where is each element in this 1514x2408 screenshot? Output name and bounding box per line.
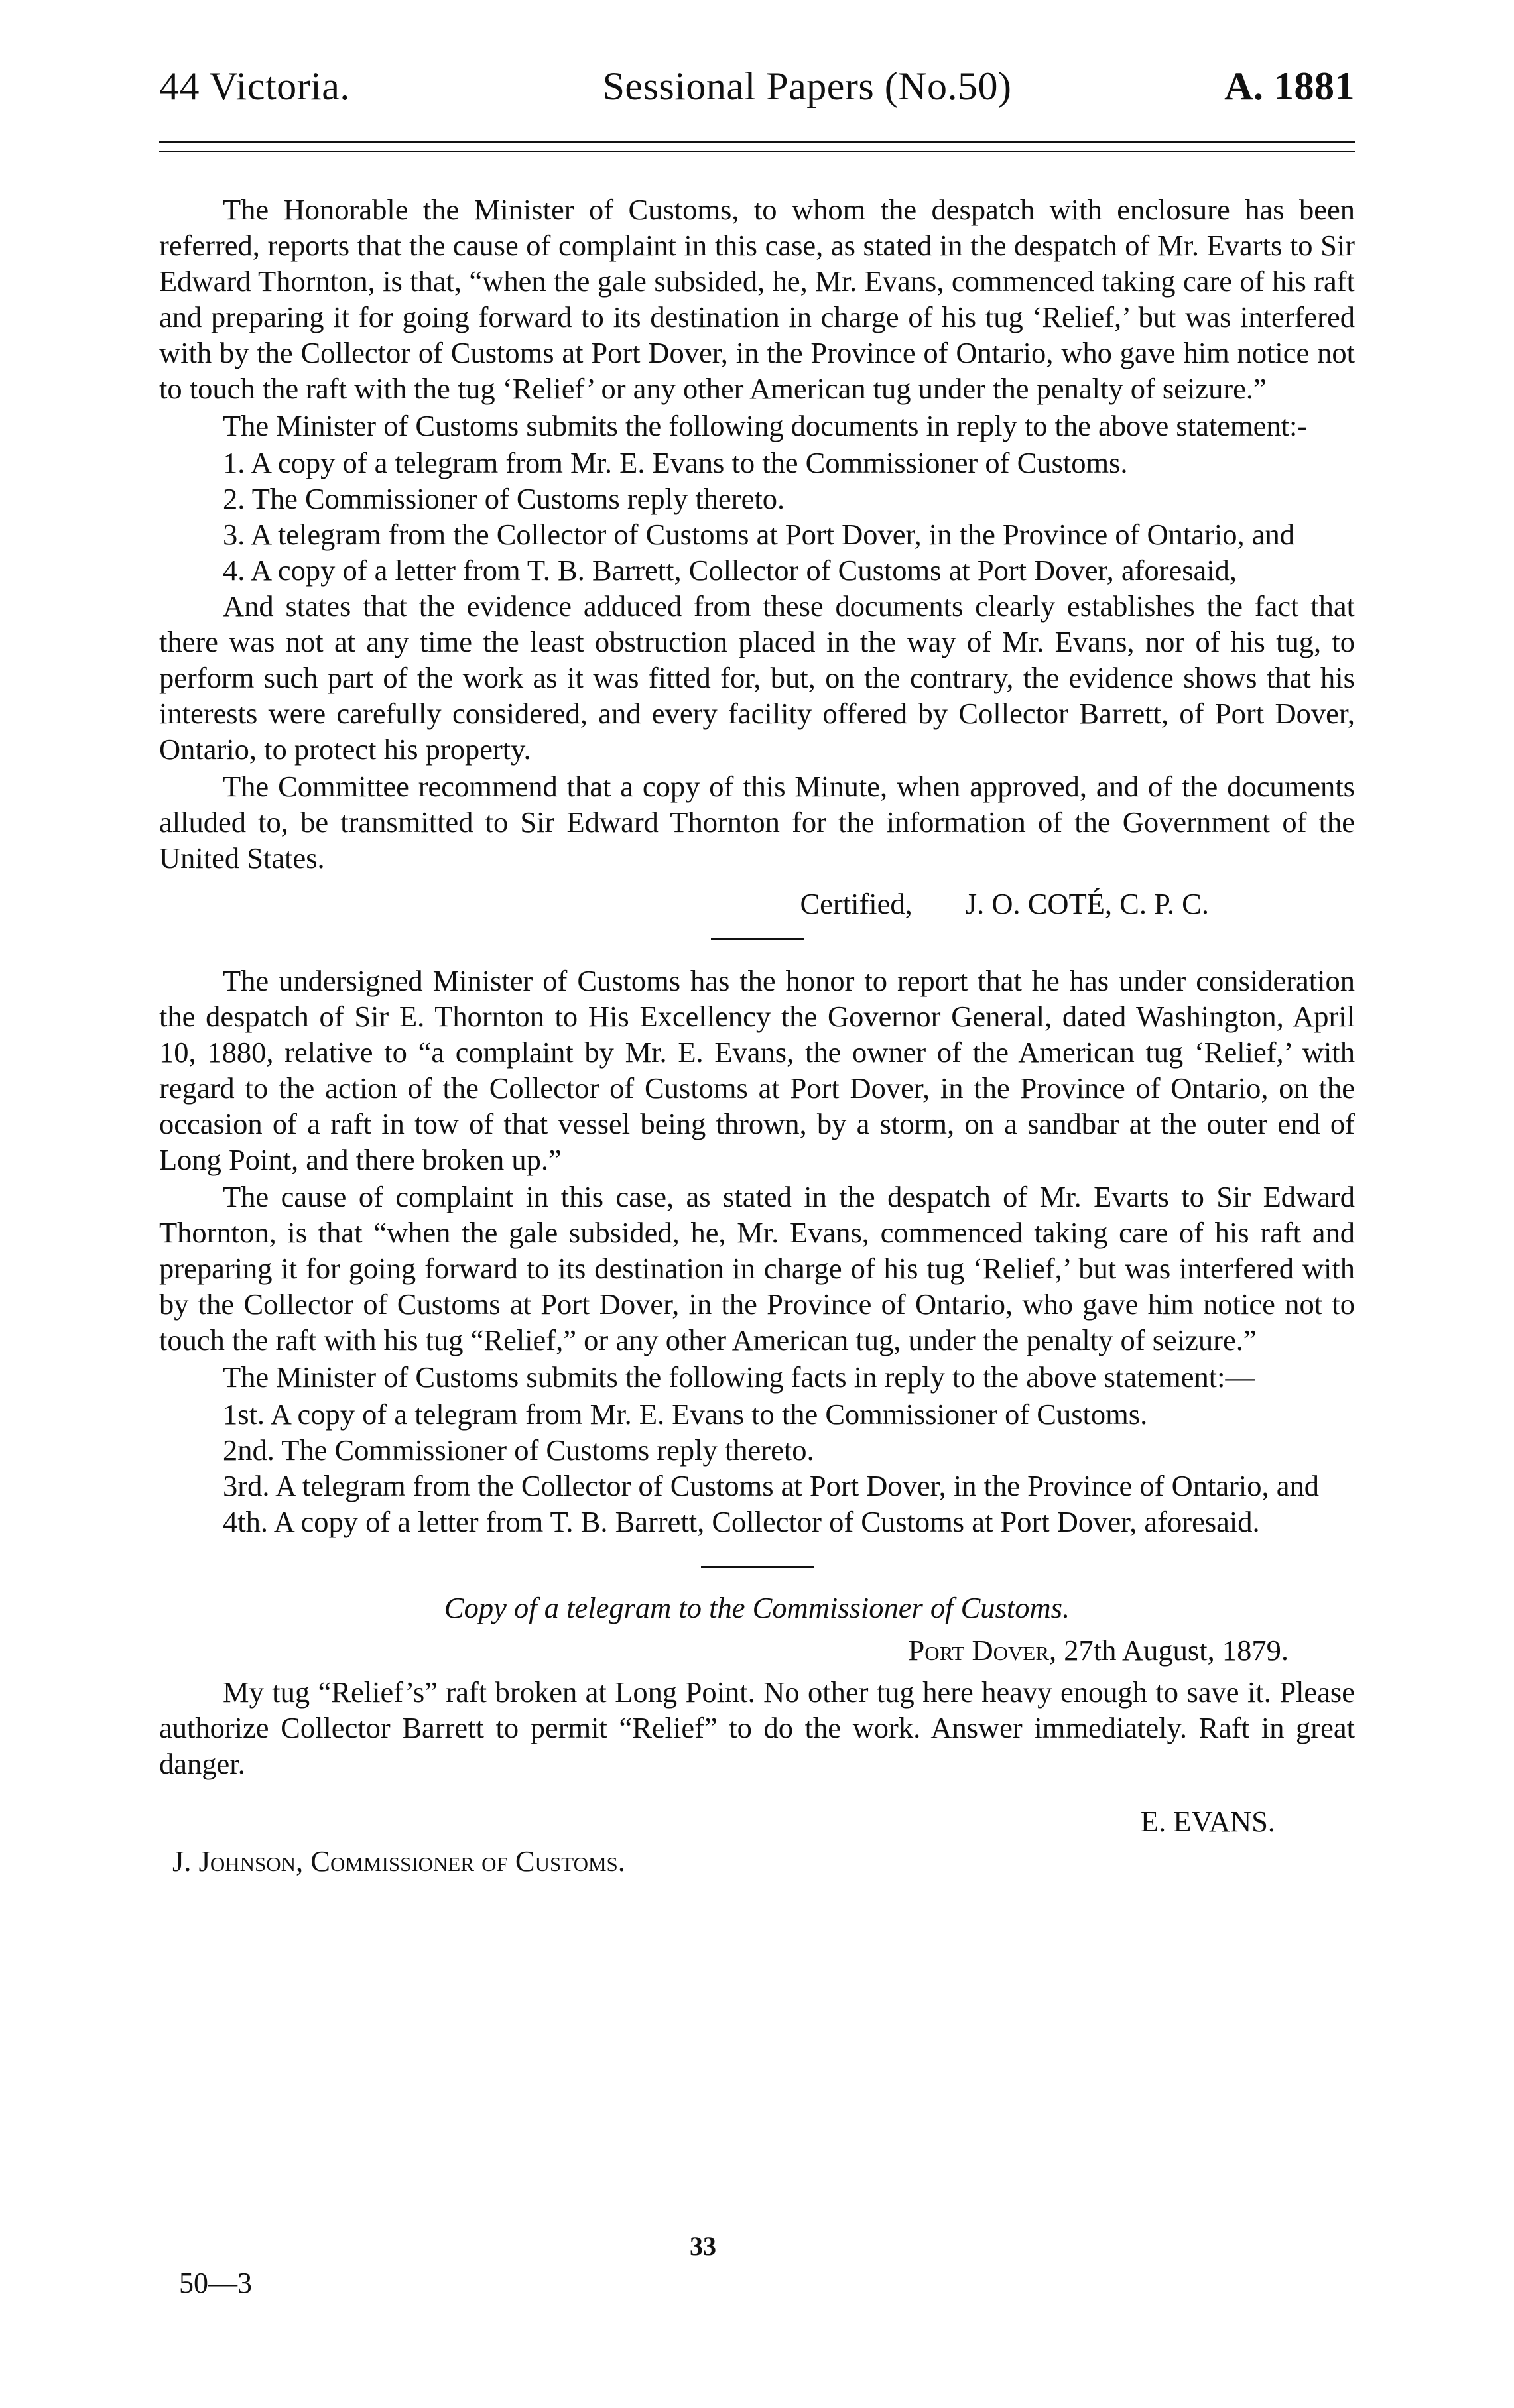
telegram-place: Port Dover,	[908, 1634, 1057, 1667]
paragraph: The Committee recommend that a copy of this Minute, when approved, and of the documents alluded to, be transmitted to Sir Edward Thornton for the information of the Government of the United States.	[159, 770, 1355, 874]
telegram-dateline	[159, 1630, 1355, 1670]
telegram-heading: Copy of a telegram to the Commissioner of Customs.	[444, 1591, 1070, 1624]
list-item: 2nd. The Commissioner of Customs reply thereto.	[223, 1433, 814, 1467]
telegram-body: My tug “Relief’s” raft broken at Long Point. No other tug here heavy enough to save it. Please authorize Collector Barrett to permit “Relief” to do the work. Answer immediately. Raft in great danger.	[159, 1675, 1355, 1780]
paragraph: The undersigned Minister of Customs has the honor to report that he has under consideration the despatch of Sir E. Thornton to His Excellency the Governor General, dated Washington, April 10, 1880, relative to “a complaint by Mr. E. Evans, the owner of the American tug ‘Relief,’ with regard to the action of the Collector of Customs at Port Dover, in the Province of Ontario, on the occasion of a raft in tow of that vessel being thrown, by a storm, on a sandbar at the outer end of Long Point, and there broken up.”	[159, 964, 1355, 1176]
header-title: Sessional Papers (No.50)	[602, 64, 1012, 108]
paragraph: And states that the evidence adduced from these documents clearly establishes the fact that there was not at any time the least obstruction placed in the way of Mr. Evans, nor of his tug, to perform such part of the work as it was fitted for, but, on the contrary, the evidence shows that his interests were carefully considered, and every facility offered by Collector Barrett, of Port Dover, Ontario, to protect his property.	[159, 589, 1355, 766]
certified-label: Certified,	[800, 887, 913, 920]
undersigned-report-section	[159, 963, 1355, 1539]
telegram-section	[159, 1588, 1355, 1881]
list-item: 3. A telegram from the Collector of Customs at Port Dover, in the Province of Ontario, and	[223, 518, 1294, 551]
page-number: 33	[690, 2231, 716, 2261]
running-header	[159, 64, 1355, 137]
list-item: 4th. A copy of a letter from T. B. Barrett, Collector of Customs at Port Dover, aforesaid.	[223, 1505, 1260, 1538]
header-rule	[159, 141, 1355, 152]
certification	[159, 884, 1355, 924]
header-year: A. 1881	[1224, 64, 1355, 108]
list-item: 1. A copy of a telegram from Mr. E. Evans to the Commissioner of Customs.	[223, 446, 1128, 479]
list-item: 2. The Commissioner of Customs reply thereto.	[223, 482, 785, 515]
paragraph: The cause of complaint in this case, as stated in the despatch of Mr. Evarts to Sir Edward Thornton, is that “when the gale subsided, he, Mr. Evans, commenced taking care of his raft and preparing it for going forward to its destination in charge of his tug ‘Relief,’ but was interfered with by the Collector of Customs at Port Dover, in the Province of Ontario, who gave him notice not to touch the raft with his tug “Relief,” or any other American tug, under the penalty of seizure.”	[159, 1180, 1355, 1356]
header-volume: 44 Victoria.	[159, 64, 350, 108]
list-item: 4. A copy of a letter from T. B. Barrett, Collector of Customs at Port Dover, aforesaid,	[223, 554, 1237, 587]
telegram-signature: E. EVANS.	[1140, 1805, 1275, 1838]
section-divider	[711, 938, 804, 940]
paragraph: The Minister of Customs submits the following documents in reply to the above statement:-	[223, 409, 1308, 442]
telegram-addressee: J. Johnson, Commissioner of Customs.	[172, 1844, 625, 1878]
paragraph: The Honorable the Minister of Customs, to whom the despatch with enclosure has been referred, reports that the cause of complaint in this case, as stated in the despatch of Mr. Evarts to Sir Edward Thornton, is that, “when the gale subsided, he, Mr. Evans, commenced taking care of his raft and preparing it for going forward to its destination in charge of his tug ‘Relief,’ but was interfered with by the Collector of Customs at Port Dover, in the Province of Ontario, who gave him notice not to touch the raft with the tug ‘Relief’ or any other American tug under the penalty of seizure.”	[159, 193, 1355, 405]
signature-mark: 50—3	[179, 2267, 252, 2299]
certified-name: J. O. COTÉ, C. P. C.	[965, 887, 1209, 920]
minister-report-section	[159, 192, 1355, 924]
list-item: 1st. A copy of a telegram from Mr. E. Evans to the Commissioner of Customs.	[223, 1398, 1148, 1431]
page-footer	[0, 2214, 1514, 2307]
paragraph: The Minister of Customs submits the following facts in reply to the above statement:—	[223, 1360, 1255, 1394]
telegram-date: 27th August, 1879.	[1064, 1634, 1289, 1667]
section-divider	[701, 1566, 814, 1568]
list-item: 3rd. A telegram from the Collector of Customs at Port Dover, in the Province of Ontario, and	[223, 1469, 1320, 1502]
